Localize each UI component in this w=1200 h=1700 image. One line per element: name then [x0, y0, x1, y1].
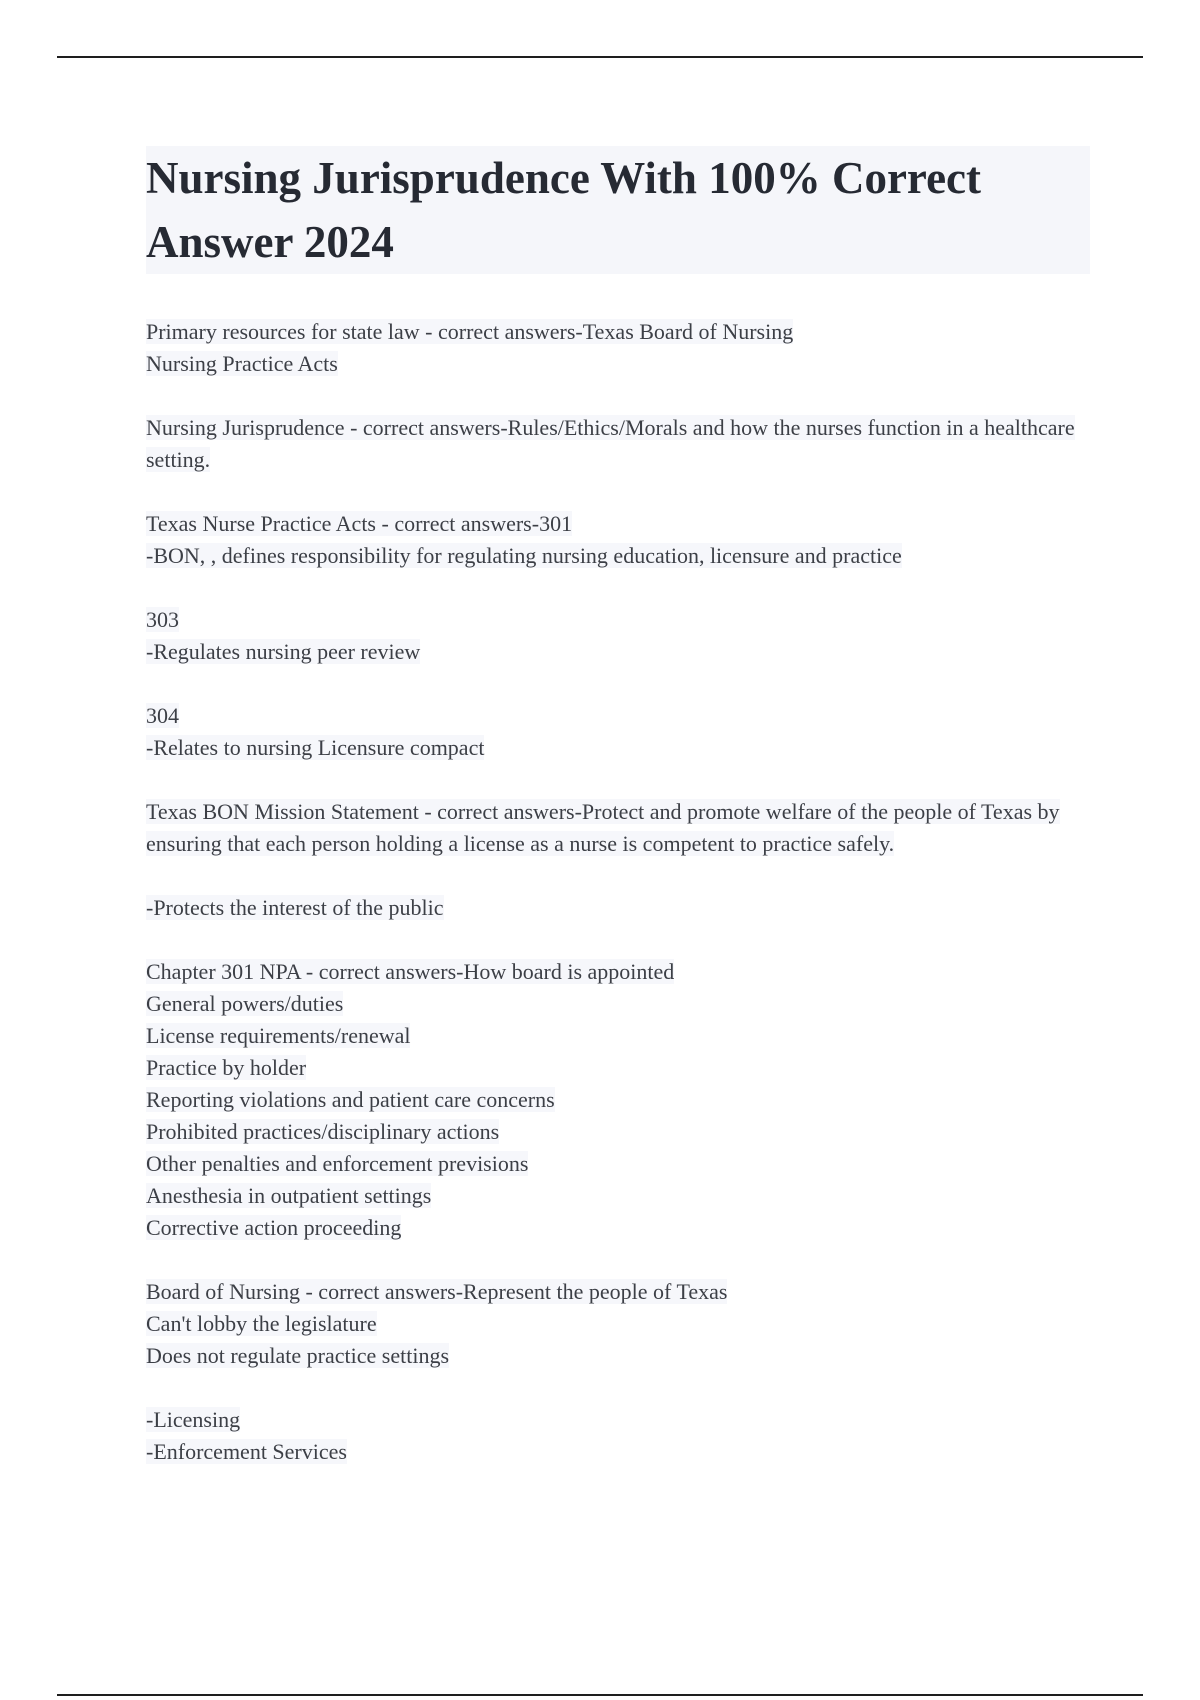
text-line: -Licensing: [146, 1407, 241, 1432]
qa-block-mission-statement: [146, 796, 1090, 860]
text-line: General powers/duties: [146, 991, 344, 1016]
text-line: Can't lobby the legislature: [146, 1311, 377, 1336]
text-line: -Protects the interest of the public: [146, 895, 444, 920]
text-line: Practice by holder: [146, 1055, 307, 1080]
text-line: Does not regulate practice settings: [146, 1343, 450, 1368]
text-line: -Regulates nursing peer review: [146, 639, 421, 664]
text-line: Chapter 301 NPA - correct answers-How board is appointed: [146, 959, 675, 984]
text-line: Nursing Practice Acts: [146, 351, 338, 376]
qa-block-303: [146, 604, 1090, 668]
text-line: Anesthesia in outpatient settings: [146, 1183, 432, 1208]
qa-block-texas-nurse-practice-acts: [146, 508, 1090, 572]
text-line: License requirements/renewal: [146, 1023, 411, 1048]
text-line: Board of Nursing - correct answers-Represent the people of Texas: [146, 1279, 728, 1304]
text-line: Nursing Jurisprudence - correct answers-Rules/Ethics/Morals and how the nurses function in a healthcare setting.: [146, 415, 1075, 472]
qa-block-board-of-nursing: [146, 1276, 1090, 1372]
qa-block-nursing-jurisprudence: [146, 412, 1090, 476]
text-line: 304: [146, 703, 179, 728]
qa-block-primary-resources: [146, 316, 1090, 380]
text-line: Texas BON Mission Statement - correct answers-Protect and promote welfare of the people of Texas by ensuring that each person holding a license as a nurse is competent to practice safely.: [146, 799, 1060, 856]
qa-block-licensing: [146, 1404, 1090, 1468]
text-line: Other penalties and enforcement previsions: [146, 1151, 529, 1176]
text-line: -Relates to nursing Licensure compact: [146, 735, 485, 760]
text-line: 303: [146, 607, 179, 632]
text-line: -BON, , defines responsibility for regulating nursing education, licensure and practice: [146, 543, 902, 568]
text-line: Primary resources for state law - correct answers-Texas Board of Nursing: [146, 319, 794, 344]
qa-block-304: [146, 700, 1090, 764]
bottom-rule: [57, 1694, 1143, 1696]
text-line: Reporting violations and patient care concerns: [146, 1087, 555, 1112]
qa-block-chapter-301-npa: [146, 956, 1090, 1244]
document-title: Nursing Jurisprudence With 100% Correct Answer 2024: [146, 146, 1090, 274]
text-line: -Enforcement Services: [146, 1439, 347, 1464]
document-body: [146, 146, 1090, 1500]
qa-block-protects-public: [146, 892, 1090, 924]
text-line: Prohibited practices/disciplinary actions: [146, 1119, 500, 1144]
text-line: Texas Nurse Practice Acts - correct answers-301: [146, 511, 573, 536]
top-rule: [57, 56, 1143, 58]
text-line: Corrective action proceeding: [146, 1215, 402, 1240]
